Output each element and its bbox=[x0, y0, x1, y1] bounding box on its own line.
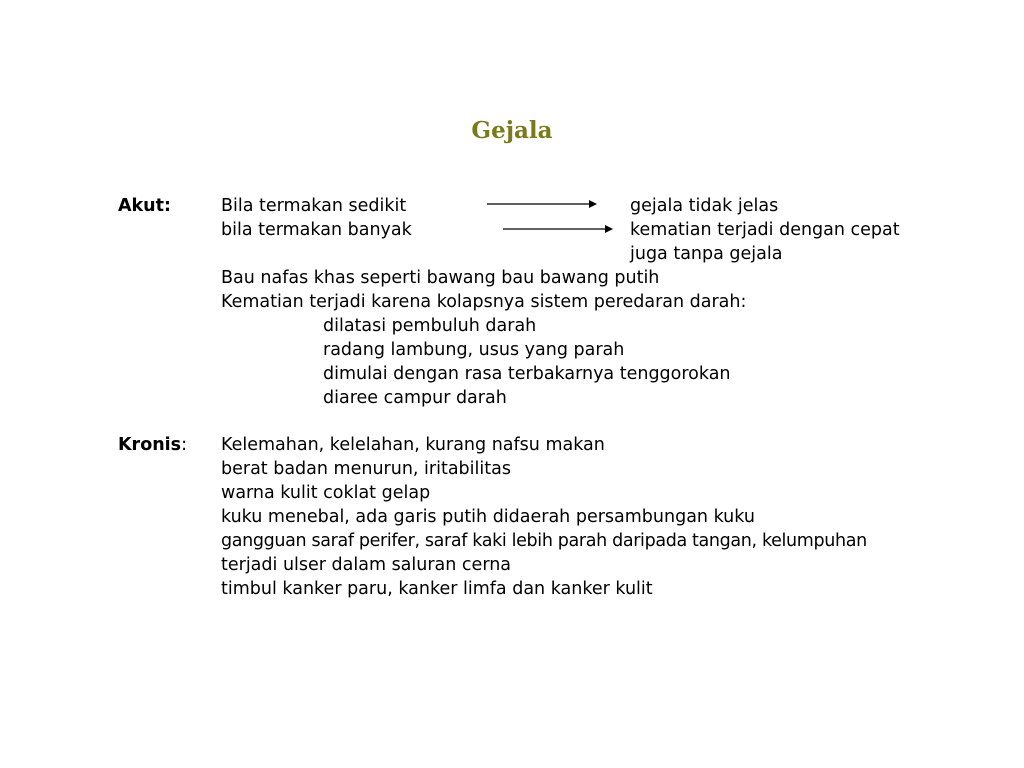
akut-death-cause: Kematian terjadi karena kolapsnya sistem peredaran darah: bbox=[221, 292, 747, 312]
kronis-item: terjadi ulser dalam saluran cerna bbox=[221, 555, 512, 575]
akut-row2-right: kematian terjadi dengan cepat bbox=[630, 220, 900, 240]
akut-row1-right: gejala tidak jelas bbox=[630, 196, 779, 216]
akut-breath: Bau nafas khas seperti bawang bau bawang putih bbox=[221, 268, 660, 288]
kronis-item: Kelemahan, kelelahan, kurang nafsu makan bbox=[221, 435, 605, 455]
akut-row3-right: juga tanpa gejala bbox=[630, 244, 783, 264]
slide-title: Gejala bbox=[471, 117, 553, 144]
akut-row2-left: bila termakan banyak bbox=[221, 220, 412, 240]
kronis-item: berat badan menurun, iritabilitas bbox=[221, 459, 511, 479]
arrow-right-icon bbox=[503, 223, 613, 235]
akut-sub-item: dimulai dengan rasa terbakarnya tenggorokan bbox=[323, 364, 731, 384]
arrow-right-icon bbox=[487, 198, 597, 210]
kronis-label-wrap bbox=[118, 433, 187, 457]
kronis-item: warna kulit coklat gelap bbox=[221, 483, 431, 503]
kronis-item: kuku menebal, ada garis putih didaerah persambungan kuku bbox=[221, 507, 755, 527]
akut-sub-item: radang lambung, usus yang parah bbox=[323, 340, 625, 360]
akut-sub-item: diaree campur darah bbox=[323, 388, 507, 408]
akut-label: Akut: bbox=[118, 196, 172, 216]
kronis-item: gangguan saraf perifer, saraf kaki lebih parah daripada tangan, kelumpuhan bbox=[221, 531, 867, 551]
akut-row1-left: Bila termakan sedikit bbox=[221, 196, 407, 216]
kronis-colon: : bbox=[181, 435, 187, 455]
akut-sub-item: dilatasi pembuluh darah bbox=[323, 316, 537, 336]
kronis-label: Kronis bbox=[118, 435, 182, 455]
kronis-item: timbul kanker paru, kanker limfa dan kanker kulit bbox=[221, 579, 653, 599]
